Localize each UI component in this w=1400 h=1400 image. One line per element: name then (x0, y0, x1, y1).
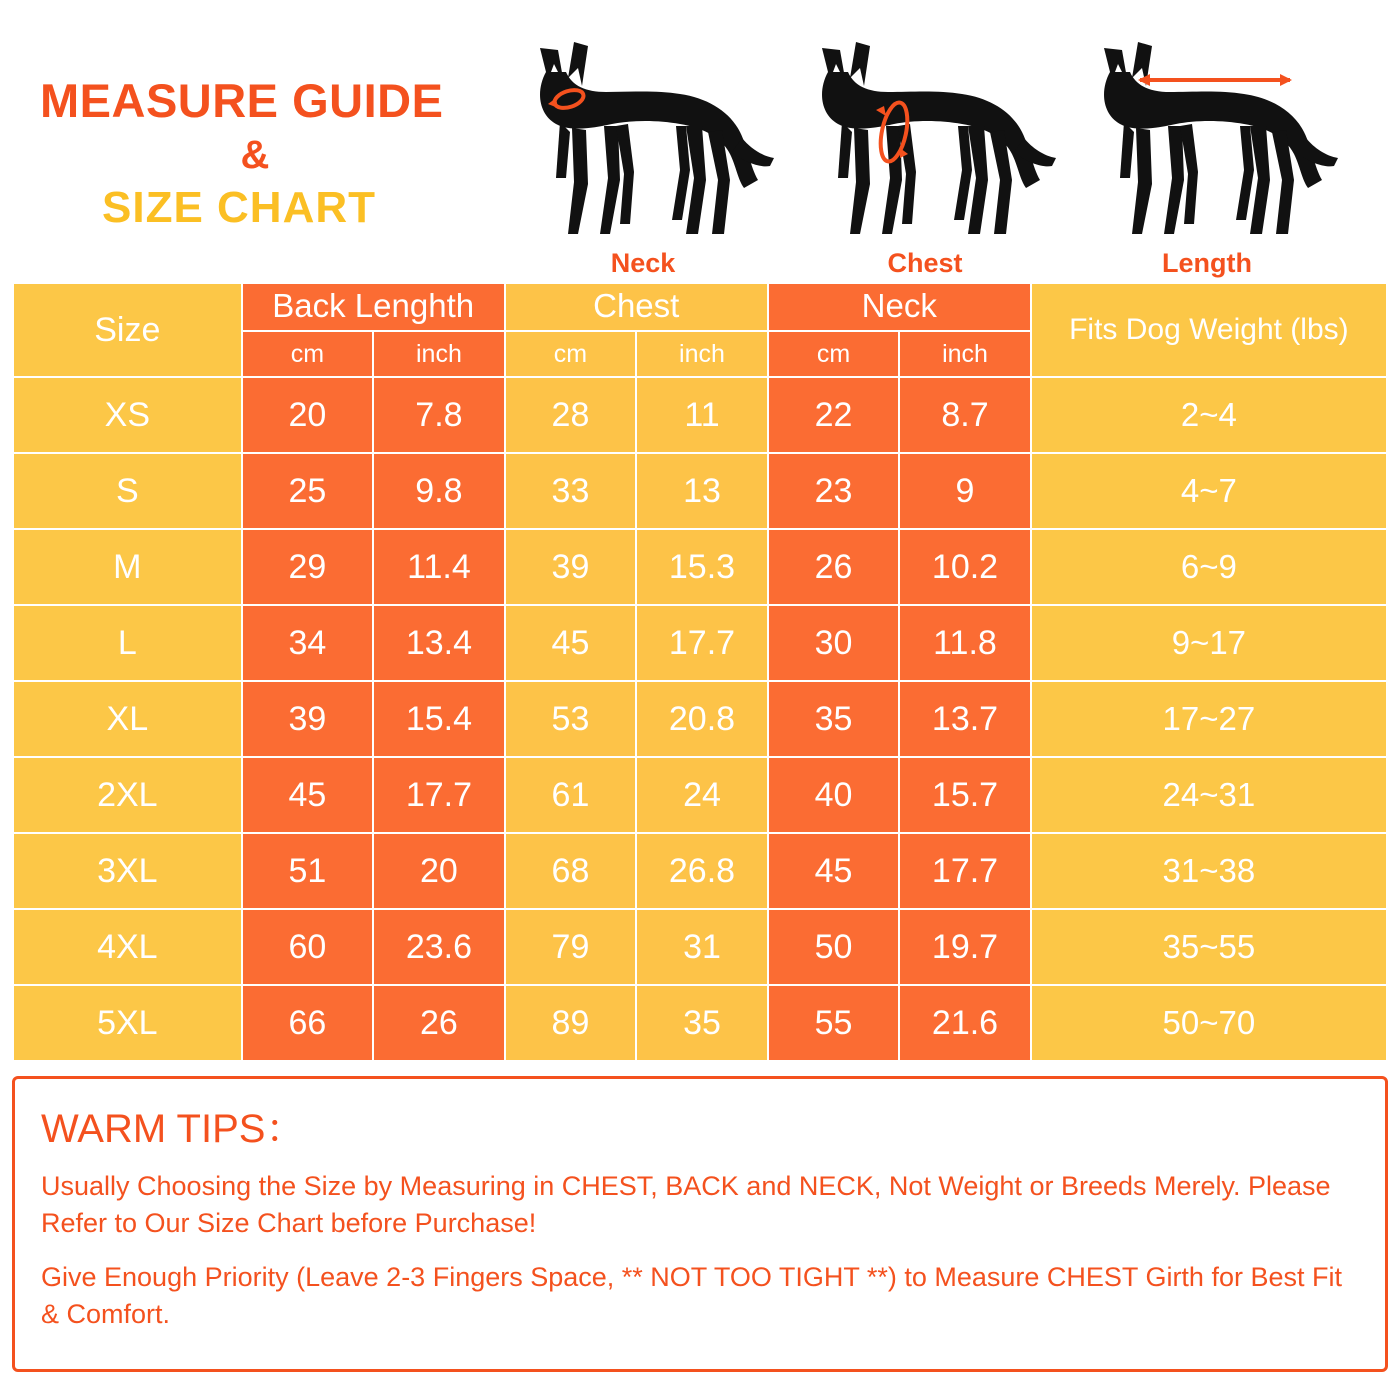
cell-neck-inch: 10.2 (900, 530, 1030, 604)
figure-label-length: Length (1162, 248, 1252, 278)
column-header-weight: Fits Dog Weight (lbs) (1032, 284, 1386, 376)
cell-back-cm: 20 (243, 378, 373, 452)
cell-back-inch: 13.4 (374, 606, 504, 680)
cell-back-cm: 39 (243, 682, 373, 756)
table-row (14, 606, 1386, 680)
cell-neck-inch: 15.7 (900, 758, 1030, 832)
cell-chest-inch: 35 (637, 986, 767, 1060)
cell-back-cm: 29 (243, 530, 373, 604)
warm-tips-panel (12, 1076, 1388, 1372)
header (0, 0, 1400, 282)
cell-chest-inch: 17.7 (637, 606, 767, 680)
warm-tips-paragraph-2: Give Enough Priority (Leave 2-3 Fingers Space, ** NOT TOO TIGHT **) to Measure CHEST Girth for Best Fit & Comfort. (41, 1261, 1342, 1329)
table-header (14, 284, 1386, 376)
page-title-primary: MEASURE GUIDE (40, 74, 444, 127)
cell-weight: 2~4 (1032, 378, 1386, 452)
column-group-back-length: Back Lenghth (243, 284, 504, 330)
figure-label-chest: Chest (887, 248, 963, 278)
cell-size: 4XL (14, 910, 241, 984)
cell-back-inch: 26 (374, 986, 504, 1060)
dog-chest-measure-icon (790, 28, 1060, 246)
cell-back-inch: 9.8 (374, 454, 504, 528)
cell-neck-cm: 22 (769, 378, 899, 452)
column-header-size: Size (14, 284, 241, 376)
cell-chest-cm: 33 (506, 454, 636, 528)
figure-neck (508, 28, 778, 279)
cell-chest-inch: 31 (637, 910, 767, 984)
cell-chest-cm: 89 (506, 986, 636, 1060)
figure-label-neck: Neck (610, 248, 676, 278)
table-body (14, 378, 1386, 1060)
cell-neck-inch: 8.7 (900, 378, 1030, 452)
cell-size: XS (14, 378, 241, 452)
cell-back-cm: 45 (243, 758, 373, 832)
cell-back-cm: 25 (243, 454, 373, 528)
cell-weight: 35~55 (1032, 910, 1386, 984)
cell-weight: 4~7 (1032, 454, 1386, 528)
cell-size: XL (14, 682, 241, 756)
cell-chest-inch: 26.8 (637, 834, 767, 908)
dog-figures (494, 28, 1386, 279)
cell-chest-cm: 53 (506, 682, 636, 756)
cell-neck-cm: 23 (769, 454, 899, 528)
unit-header-back-cm: cm (243, 332, 373, 376)
table-row (14, 910, 1386, 984)
unit-header-back-inch: inch (374, 332, 504, 376)
cell-size: L (14, 606, 241, 680)
cell-chest-cm: 61 (506, 758, 636, 832)
cell-weight: 9~17 (1032, 606, 1386, 680)
cell-back-cm: 51 (243, 834, 373, 908)
cell-neck-inch: 9 (900, 454, 1030, 528)
figure-length (1072, 28, 1342, 279)
table-row (14, 530, 1386, 604)
table-header-row-group (14, 284, 1386, 330)
cell-neck-cm: 40 (769, 758, 899, 832)
cell-chest-inch: 20.8 (637, 682, 767, 756)
cell-chest-inch: 11 (637, 378, 767, 452)
cell-neck-cm: 35 (769, 682, 899, 756)
cell-back-cm: 60 (243, 910, 373, 984)
cell-neck-cm: 30 (769, 606, 899, 680)
cell-back-inch: 17.7 (374, 758, 504, 832)
cell-neck-inch: 11.8 (900, 606, 1030, 680)
cell-neck-inch: 21.6 (900, 986, 1030, 1060)
cell-size: M (14, 530, 241, 604)
cell-weight: 6~9 (1032, 530, 1386, 604)
cell-back-inch: 11.4 (374, 530, 504, 604)
cell-back-cm: 66 (243, 986, 373, 1060)
cell-chest-inch: 15.3 (637, 530, 767, 604)
title-block (14, 28, 494, 232)
size-chart-table (12, 282, 1388, 1062)
table-row (14, 378, 1386, 452)
cell-back-inch: 7.8 (374, 378, 504, 452)
cell-back-cm: 34 (243, 606, 373, 680)
cell-back-inch: 23.6 (374, 910, 504, 984)
cell-chest-cm: 28 (506, 378, 636, 452)
page-title-ampersand: & (240, 133, 270, 178)
cell-neck-cm: 50 (769, 910, 899, 984)
cell-back-inch: 20 (374, 834, 504, 908)
cell-size: S (14, 454, 241, 528)
cell-size: 3XL (14, 834, 241, 908)
warm-tips-paragraph-1: Usually Choosing the Size by Measuring in CHEST, BACK and NECK, Not Weight or Breeds Merely. Please Refer to Our Size Chart before Purchase! (41, 1171, 1331, 1239)
cell-neck-cm: 45 (769, 834, 899, 908)
column-group-neck: Neck (769, 284, 1030, 330)
unit-header-neck-inch: inch (900, 332, 1030, 376)
unit-header-chest-cm: cm (506, 332, 636, 376)
table-row (14, 454, 1386, 528)
cell-chest-inch: 24 (637, 758, 767, 832)
table-row (14, 758, 1386, 832)
cell-weight: 24~31 (1032, 758, 1386, 832)
figure-chest (790, 28, 1060, 279)
cell-weight: 50~70 (1032, 986, 1386, 1060)
dog-length-measure-icon (1072, 28, 1342, 246)
table-row (14, 682, 1386, 756)
dog-neck-measure-icon (508, 28, 778, 246)
cell-chest-cm: 79 (506, 910, 636, 984)
size-chart-table-wrap (0, 282, 1400, 1062)
cell-back-inch: 15.4 (374, 682, 504, 756)
cell-neck-inch: 13.7 (900, 682, 1030, 756)
page-title-secondary: SIZE CHART (102, 183, 376, 233)
cell-size: 5XL (14, 986, 241, 1060)
column-group-chest: Chest (506, 284, 767, 330)
cell-chest-inch: 13 (637, 454, 767, 528)
cell-chest-cm: 68 (506, 834, 636, 908)
cell-neck-inch: 17.7 (900, 834, 1030, 908)
cell-neck-cm: 55 (769, 986, 899, 1060)
cell-neck-inch: 19.7 (900, 910, 1030, 984)
cell-size: 2XL (14, 758, 241, 832)
table-row (14, 834, 1386, 908)
cell-chest-cm: 39 (506, 530, 636, 604)
cell-weight: 31~38 (1032, 834, 1386, 908)
warm-tips-title: WARM TIPS： (41, 1107, 306, 1151)
cell-weight: 17~27 (1032, 682, 1386, 756)
unit-header-chest-inch: inch (637, 332, 767, 376)
cell-chest-cm: 45 (506, 606, 636, 680)
cell-neck-cm: 26 (769, 530, 899, 604)
table-row (14, 986, 1386, 1060)
unit-header-neck-cm: cm (769, 332, 899, 376)
